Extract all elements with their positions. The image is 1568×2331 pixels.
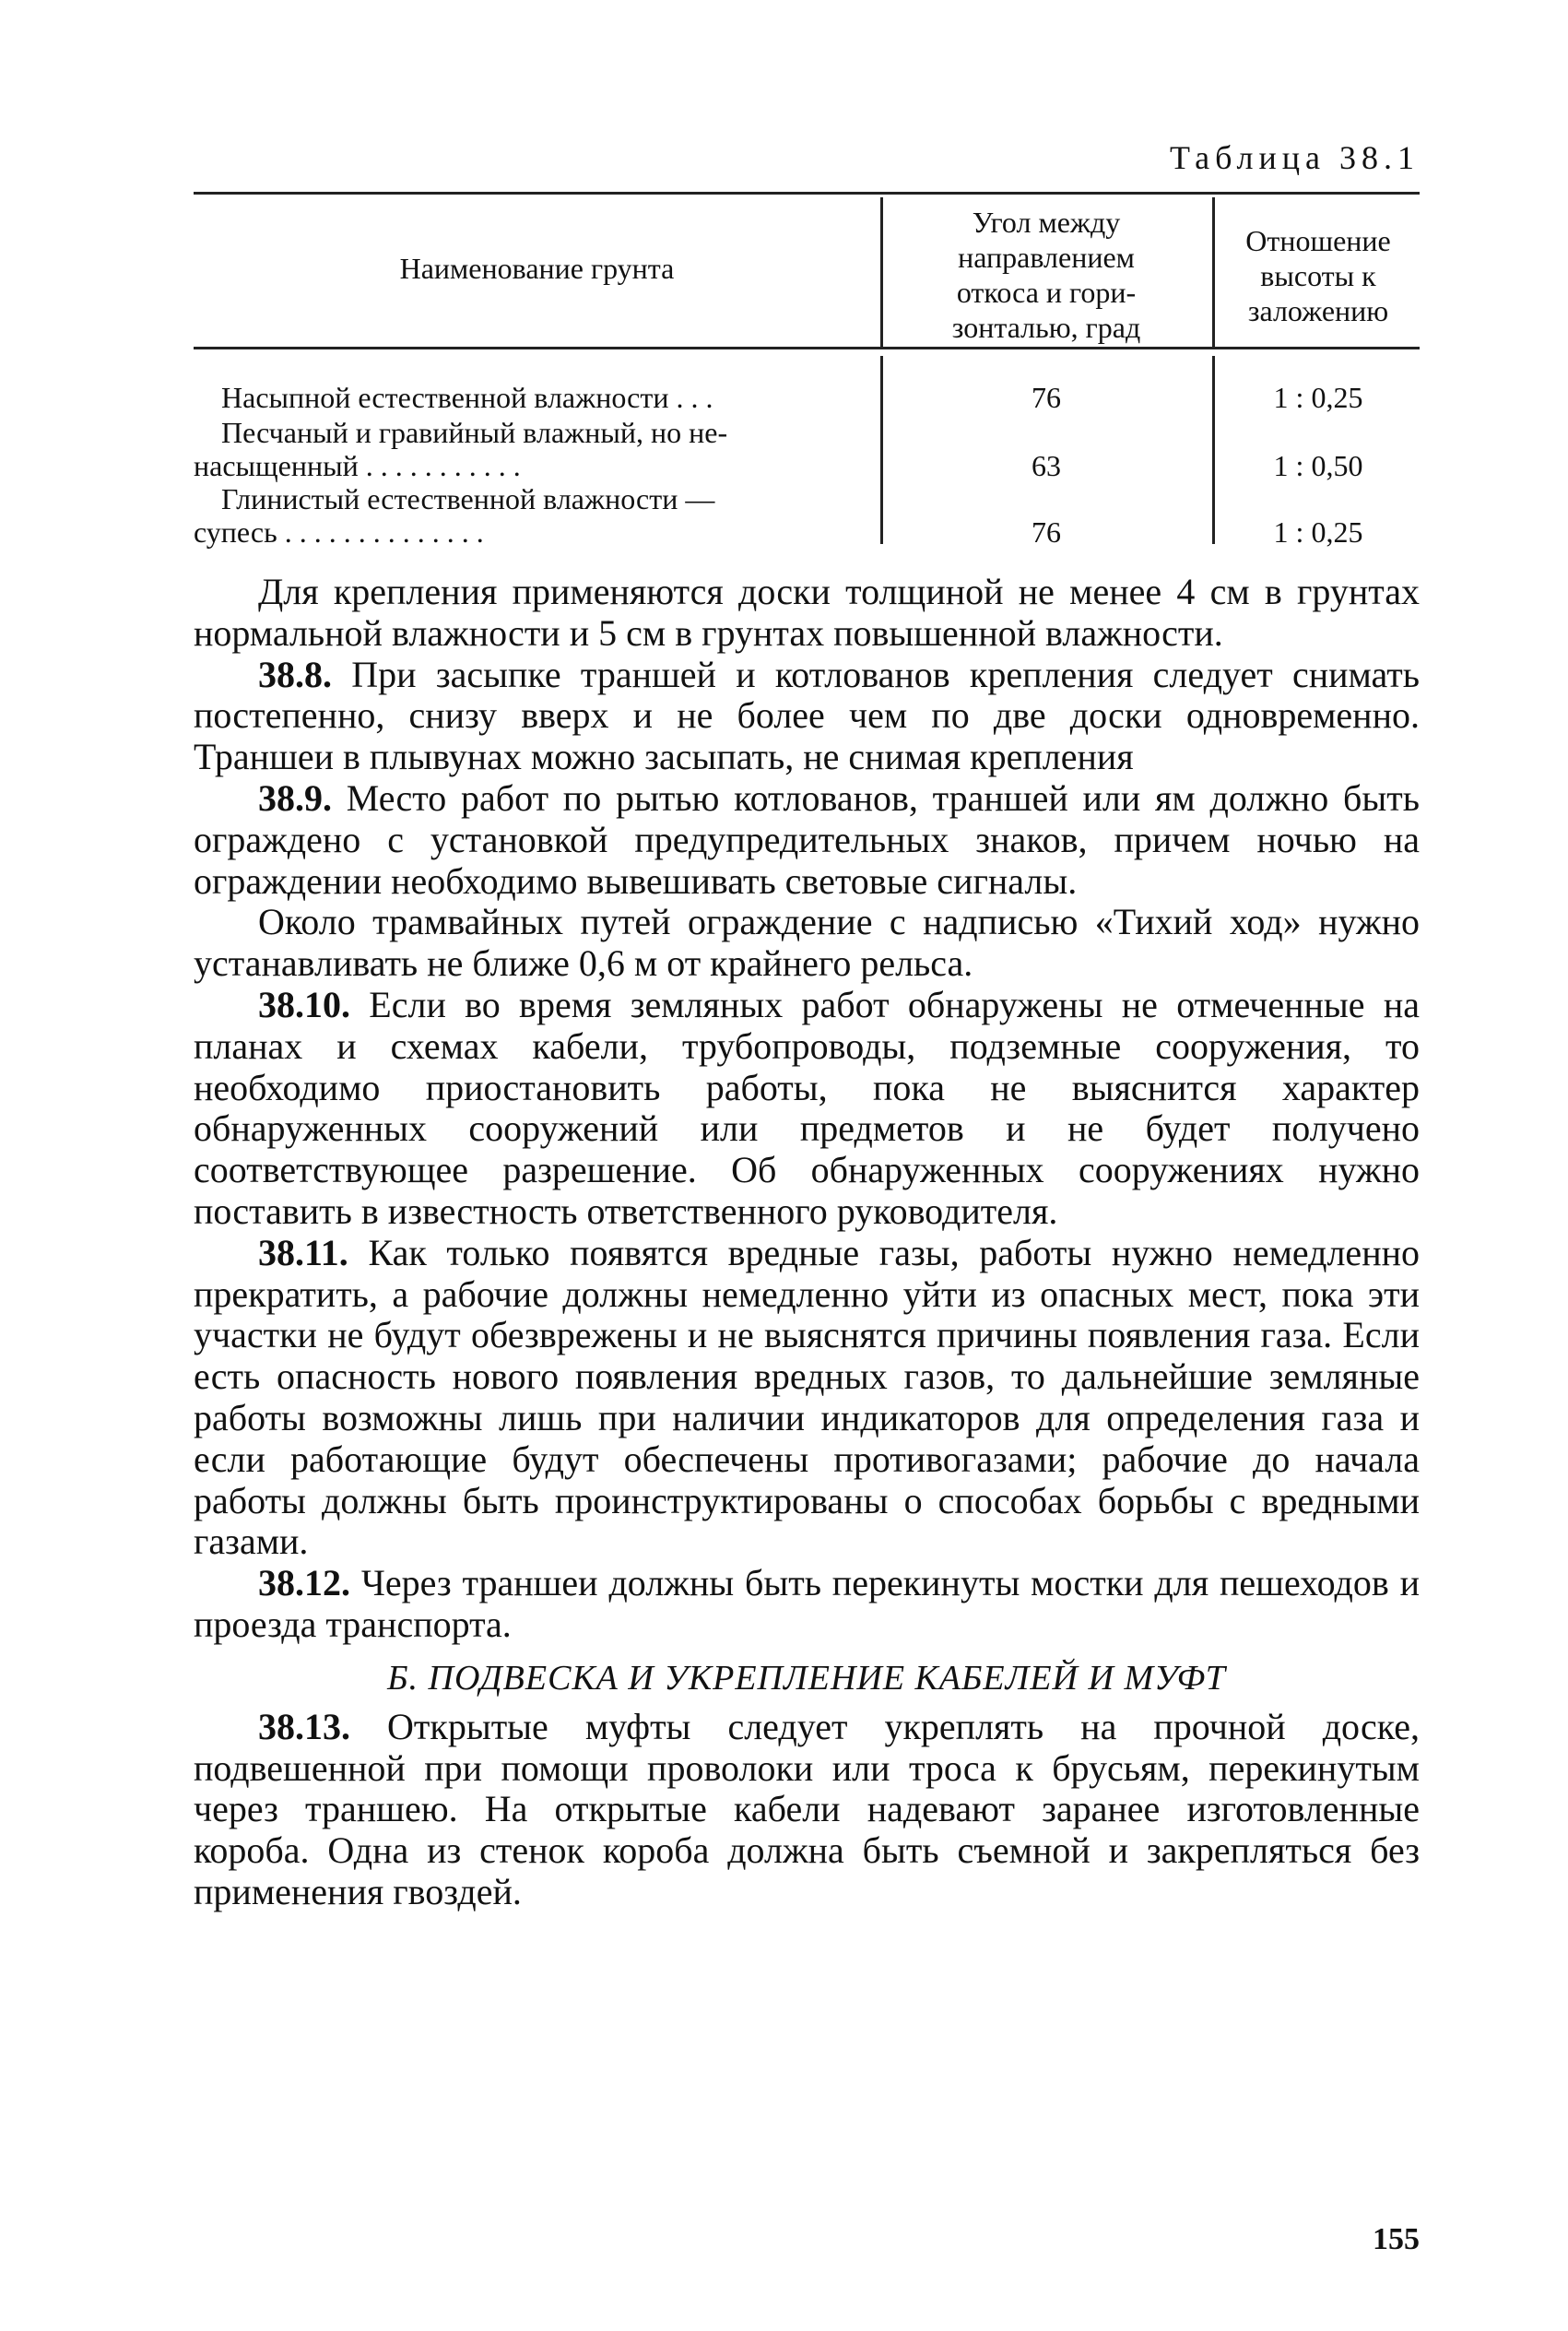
paragraph-38-11: 38.11. Как только появятся вредные газы, работы нужно немедленно прекратить, а рабочие должны немедленно уйти из опасных мест, пока эти участки не будут обезврежены и не выяснятся причины появления газа. Если есть опасность нового появления вредных газов, то дальнейшие земляные работы возможны лишь при наличии индикаторов для определения газа и если работающие будут обеспечены противогазами; рабочие до начала работы должны быть проинструктированы о способах борьбы с вредными газами. <box>194 1231 1420 1563</box>
table-header-angle: Угол между направлением откоса и гори- зонталью, град <box>951 206 1141 344</box>
clause-number: 38.11. <box>258 1231 348 1273</box>
table-cell-soil: Глинистый естественной влажности — <box>221 482 715 515</box>
clause-number: 38.12. <box>258 1562 350 1604</box>
table-cell-soil: супесь . . . . . . . . . . . . . . <box>194 515 484 549</box>
paragraph-38-12: 38.12. Через траншеи должны быть перекинуты мостки для пешеходов и проезда транспорта. <box>194 1562 1420 1645</box>
table-top-rule <box>194 192 1420 195</box>
clause-number: 38.10. <box>258 983 350 1025</box>
clause-number: 38.8. <box>258 653 332 695</box>
paragraph-38-13: 38.13. Открытые муфты следует укреплять на прочной доске, подвешенной при помощи проволоки или троса к брусьям, перекинутым через траншею. На открытые кабели надевают заранее изготовленные короба. Одна из стенок короба должна быть съемной и закрепляться без применения гвоздей. <box>194 1705 1420 1912</box>
paragraph: Для крепления применяются доски толщиной не менее 4 см в грунтах нормальной влажности и 5 см в грунтах повышенной влажности. <box>194 571 1420 654</box>
table-header-ratio: Отношение высоты к заложению <box>1245 224 1391 327</box>
table-cell-angle: 76 <box>1032 381 1061 414</box>
table-col-divider <box>1212 197 1215 347</box>
paragraph-38-9: 38.9. Место работ по рытью котлованов, траншей или ям должно быть ограждено с установкой предупредительных знаков, причем ночью на ограждении необходимо вывешивать световые сигналы. <box>194 776 1420 902</box>
table-col-divider <box>1212 356 1215 544</box>
clause-number: 38.13. <box>258 1705 350 1747</box>
table-cell-soil: насыщенный . . . . . . . . . . . <box>194 449 521 482</box>
page-number: 155 <box>1373 2222 1420 2256</box>
paragraph-38-10: 38.10. Если во время земляных работ обнаружены не отмеченные на планах и схемах кабели, трубопроводы, подземные сооружения, то необходимо приостановить работы, пока не выяснится характер обнаруженных сооружений или предметов и не будет получено соответствующее разрешение. Об обнаруженных сооружениях нужно поставить в известность ответственного руководителя. <box>194 983 1420 1232</box>
section-heading: Б. ПОДВЕСКА И УКРЕПЛЕНИЕ КАБЕЛЕЙ И МУФТ <box>387 1658 1226 1698</box>
paragraph: Около трамвайных путей ограждение с надписью «Тихий ход» нужно устанавливать не ближе 0,6 м от крайнего рельса. <box>194 901 1420 985</box>
table-cell-ratio: 1 : 0,25 <box>1273 381 1363 414</box>
table-cell-angle: 76 <box>1032 515 1061 549</box>
table-cell-ratio: 1 : 0,50 <box>1273 449 1363 482</box>
table-cell-angle: 63 <box>1032 449 1061 482</box>
table-col-divider <box>880 197 883 347</box>
table-cell-ratio: 1 : 0,25 <box>1273 515 1363 549</box>
table-caption: Таблица 38.1 <box>1170 139 1420 176</box>
table-cell-soil: Насыпной естественной влажности . . . <box>221 381 713 414</box>
table-col-divider <box>880 356 883 544</box>
table-header-soil: Наименование грунта <box>399 252 675 285</box>
table-header-rule <box>194 347 1420 349</box>
clause-number: 38.9. <box>258 776 332 819</box>
body-text <box>194 572 1420 1913</box>
paragraph-38-8: 38.8. При засыпке траншей и котлованов крепления следует снимать постепенно, снизу вверх и не более чем по две доски одновременно. Траншеи в плывунах можно засыпать, не снимая крепления <box>194 653 1420 778</box>
table-cell-soil: Песчаный и гравийный влажный, но не- <box>221 416 728 449</box>
